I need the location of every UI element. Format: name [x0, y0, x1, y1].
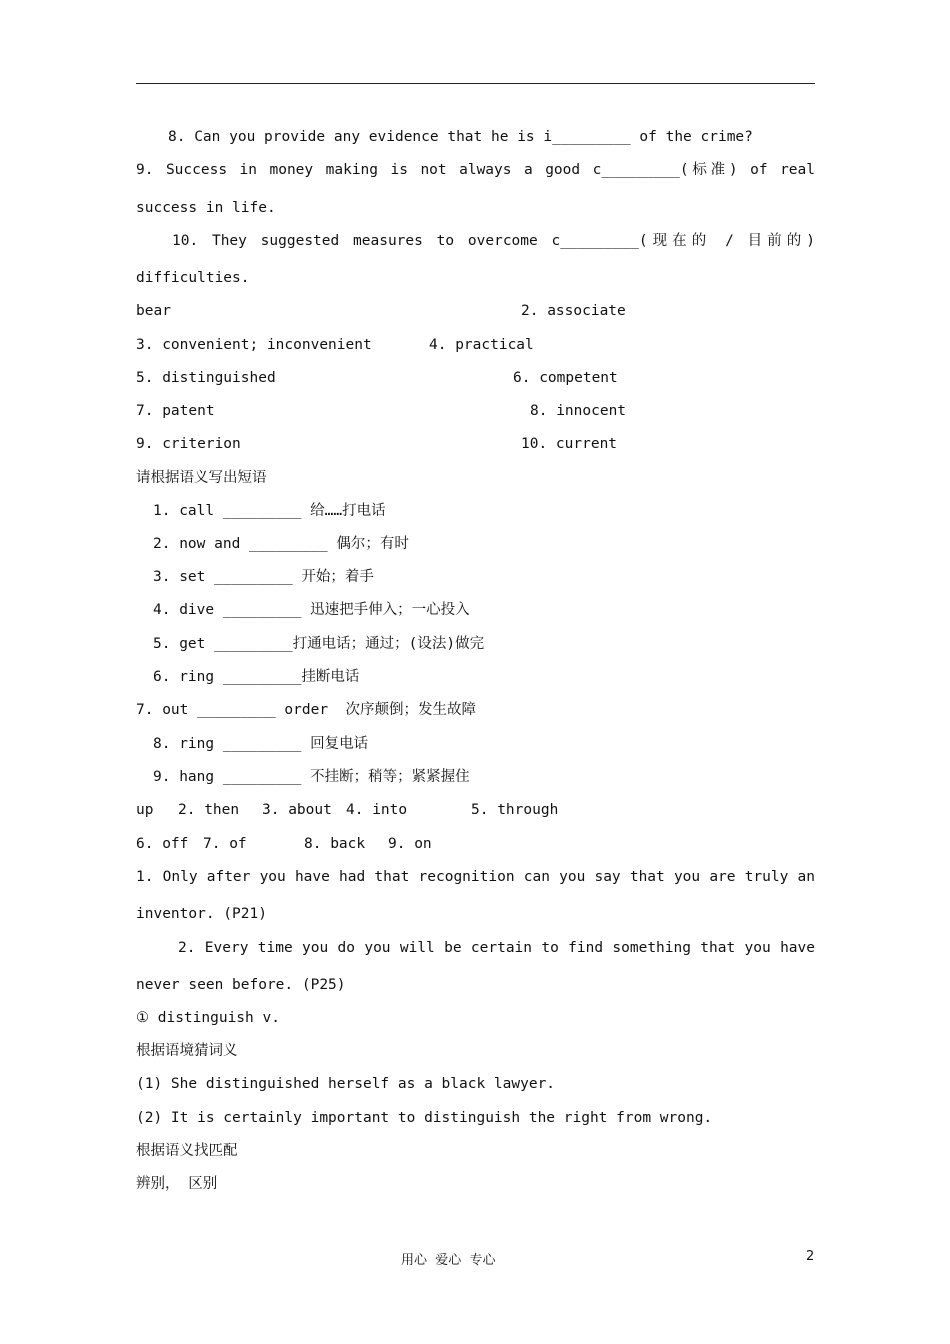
answer-left: 7. patent — [136, 403, 215, 419]
sentence-2-line1: 2. Every time you do you will be certain to find something that you have — [178, 940, 815, 956]
page-number: 2 — [806, 1249, 815, 1264]
answer-right: 8. innocent — [530, 403, 627, 419]
answer-right: 6. competent — [513, 370, 618, 386]
phrase-answer: 9. on — [388, 836, 432, 852]
phrase-item: 3. set _________ 开始；着手 — [153, 569, 374, 585]
sentence-1-line1: 1. Only after you have had that recognition can you say that you are truly an — [136, 869, 815, 885]
phrase-answer: 2. then — [178, 802, 240, 818]
answer-left: bear — [136, 303, 171, 319]
meaning-1: 辨别， 区别 — [136, 1176, 218, 1192]
guess-heading: 根据语境猜词义 — [136, 1043, 238, 1059]
phrase-answer: up — [136, 802, 154, 818]
header-rule — [136, 83, 815, 84]
answer-right: 10. current — [521, 436, 618, 452]
phrase-item: 8. ring _________ 回复电话 — [153, 736, 369, 752]
question-9-line2: success in life. — [136, 200, 276, 216]
phrase-item: 6. ring _________挂断电话 — [153, 669, 360, 685]
question-9-line1: 9. Success in money making is not always a good c_________(标准) of real — [136, 162, 815, 178]
phrases-heading: 请根据语义写出短语 — [136, 470, 267, 486]
match-heading: 根据语义找匹配 — [136, 1143, 238, 1159]
phrase-item: 5. get _________打通电话；通过；(设法)做完 — [153, 636, 485, 652]
question-10-line2: difficulties. — [136, 270, 250, 286]
phrase-answer: 4. into — [346, 802, 408, 818]
vocab-word: ① distinguish v. — [136, 1010, 280, 1026]
phrase-answer: 7. of — [203, 836, 247, 852]
phrase-item: 1. call _________ 给……打电话 — [153, 503, 386, 519]
footer-motto: 用心 爱心 专心 — [401, 1253, 496, 1268]
phrase-answer: 5. through — [471, 802, 559, 818]
phrase-answer: 6. off — [136, 836, 189, 852]
phrase-answer: 3. about — [262, 802, 332, 818]
question-8: 8. Can you provide any evidence that he is i_________ of the crime? — [168, 129, 753, 145]
example-2: (2) It is certainly important to distinguish the right from wrong. — [136, 1110, 713, 1126]
sentence-1-line2: inventor. (P21) — [136, 906, 267, 922]
phrase-item: 4. dive _________ 迅速把手伸入；一心投入 — [153, 602, 470, 618]
example-1: (1) She distinguished herself as a black lawyer. — [136, 1076, 556, 1092]
answer-right: 4. practical — [429, 337, 534, 353]
answer-left: 5. distinguished — [136, 370, 276, 386]
phrase-item: 9. hang _________ 不挂断；稍等；紧紧握住 — [153, 769, 470, 785]
phrase-answer: 8. back — [304, 836, 366, 852]
question-10-line1: 10. They suggested measures to overcome c_________(现在的 / 目前的) — [172, 233, 815, 249]
answer-right: 2. associate — [521, 303, 626, 319]
phrase-item: 7. out _________ order 次序颠倒；发生故障 — [136, 702, 477, 718]
answer-left: 9. criterion — [136, 436, 241, 452]
phrase-item: 2. now and _________ 偶尔；有时 — [153, 536, 409, 552]
sentence-2-line2: never seen before. (P25) — [136, 977, 346, 993]
answer-left: 3. convenient; inconvenient — [136, 337, 372, 353]
